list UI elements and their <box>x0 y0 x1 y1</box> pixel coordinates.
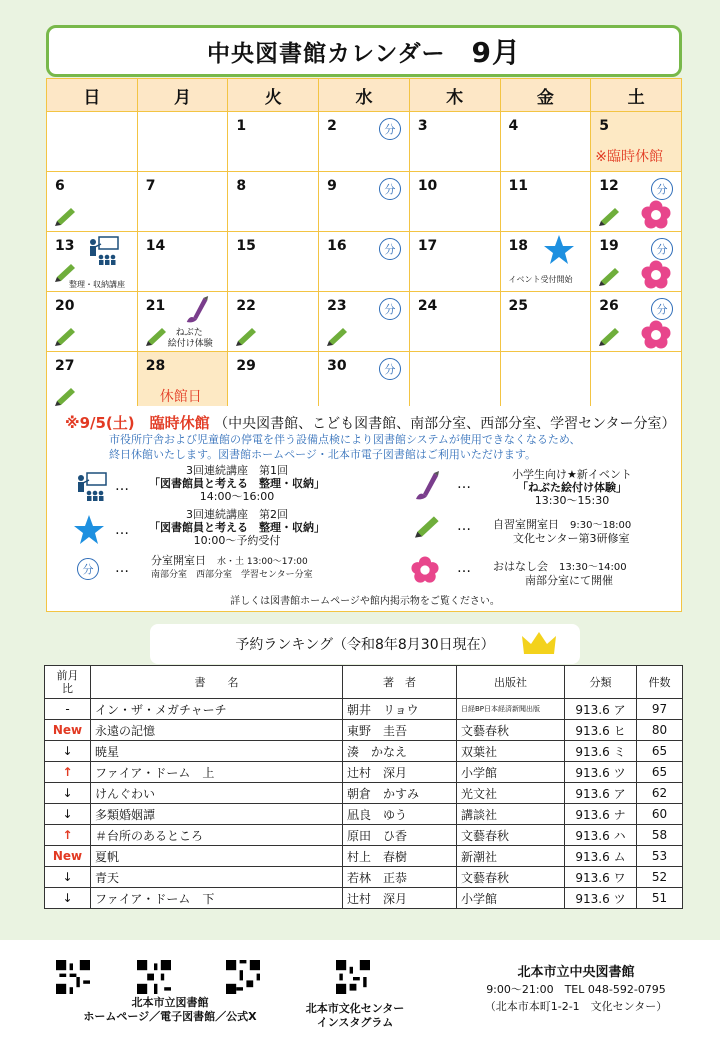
brush-icon <box>413 470 441 500</box>
closure-notice <box>65 412 676 433</box>
flower-icon <box>641 260 671 290</box>
closed-day-note: 休館日 <box>159 389 202 405</box>
table-row: ↓ 青天 若林 正恭 文藝春秋 913.6 ワ 52 <box>45 867 683 888</box>
day-cell-2: 2 分 <box>319 112 410 172</box>
day-cell-19: 19 分 <box>591 232 682 292</box>
calendar-grid <box>46 78 682 412</box>
legend-dots: … <box>457 518 473 534</box>
legend-dots: … <box>115 560 131 576</box>
day-cell-8: 8 <box>228 172 319 232</box>
day-cell-23: 23 分 <box>319 292 410 352</box>
qr-code-homepage[interactable] <box>56 960 90 994</box>
legend-lecture-2: 3回連続講座 第2回 「図書館員と考える 整理・収納」 10:00～予約受付 <box>149 508 325 547</box>
day-cell-6: 6 <box>47 172 138 232</box>
weekday-mon: 月 <box>137 79 228 112</box>
flower-icon <box>641 200 671 230</box>
lecture-icon <box>87 236 119 266</box>
qr-code-e-library[interactable] <box>137 960 171 994</box>
weekday-thu: 木 <box>409 79 500 112</box>
qr-caption-library: 北本市立図書館 ホームページ／電子図書館／公式X <box>83 996 257 1023</box>
day-cell-5: 5 ※臨時休館 <box>591 112 682 172</box>
table-row: ↓ けんぐわい 朝倉 かすみ 光文社 913.6 ア 62 <box>45 783 683 804</box>
pencil-icon <box>146 328 168 346</box>
qr-code-instagram[interactable] <box>336 960 370 994</box>
table-row: ↓ ファイア・ドーム 下 辻村 深月 小学館 913.6 ツ 51 <box>45 888 683 909</box>
branch-open-icon: 分 <box>651 298 673 320</box>
day-cell-9: 9 分 <box>319 172 410 232</box>
branch-open-icon: 分 <box>651 238 673 260</box>
info-panel <box>46 406 682 612</box>
branch-open-icon: 分 <box>651 178 673 200</box>
library-hours: 9:00～21:00 TEL 048-592-0795 <box>486 983 666 996</box>
table-row: - イン・ザ・メガチャーチ 朝井 リョウ 日経BP日本経済新聞出版 913.6 ア 97 <box>45 699 683 720</box>
day-cell-14: 14 <box>137 232 228 292</box>
day-cell-empty <box>47 112 138 172</box>
day-cell-24: 24 <box>409 292 500 352</box>
day-cell-28: 28 休館日 <box>137 352 228 412</box>
nebuta-note-1: ねぶた <box>175 328 203 338</box>
weekday-sat: 土 <box>591 79 682 112</box>
branch-open-icon: 分 <box>77 558 99 580</box>
weekday-wed: 水 <box>319 79 410 112</box>
brush-icon <box>184 294 210 324</box>
day-cell-4: 4 <box>500 112 591 172</box>
weekday-sun: 日 <box>47 79 138 112</box>
table-row: New 夏帆 村上 春樹 新潮社 913.6 ム 53 <box>45 846 683 867</box>
branch-open-icon: 分 <box>379 178 401 200</box>
branch-open-icon: 分 <box>379 118 401 140</box>
day-cell-25: 25 <box>500 292 591 352</box>
closure-branches: （中央図書館、こども図書館、南部分室、西部分室、学習センター分室） <box>214 416 676 432</box>
legend-storytime: おはなし会 13:30～14:00 南部分室にて開催 <box>493 560 627 587</box>
table-row: New 永遠の記憶 東野 圭吾 文藝春秋 913.6 ヒ 80 <box>45 720 683 741</box>
legend-lecture-1: 3回連続講座 第1回 「図書館員と考える 整理・収納」 14:00～16:00 <box>149 464 325 503</box>
legend-study-room: 自習室開室日 9:30～18:00 文化センター第3研修室 <box>493 518 632 545</box>
pencil-icon <box>55 328 77 346</box>
star-icon <box>543 234 575 266</box>
day-cell-30: 30 分 <box>319 352 410 412</box>
table-row: ↑ ＃台所のあるところ 原田 ひ香 文藝春秋 913.6 ハ 58 <box>45 825 683 846</box>
legend-dots: … <box>457 476 473 492</box>
pencil-icon <box>236 328 258 346</box>
qr-code-official-x[interactable] <box>226 960 260 994</box>
crown-icon <box>522 630 556 656</box>
pencil-icon <box>327 328 349 346</box>
col-count: 件数 <box>637 666 683 699</box>
day-cell-1: 1 <box>228 112 319 172</box>
ranking-title: 予約ランキング（令和8年8月30日現在） <box>150 624 580 664</box>
pencil-icon <box>599 208 621 226</box>
table-row: ↓ 多類婚姻譚 凪良 ゆう 講談社 913.6 ナ 60 <box>45 804 683 825</box>
title-month: 9月 <box>471 36 521 69</box>
closure-reason: 市役所庁舎および児童館の停電を伴う設備点検により図書館システムが使用できなくなるため、 終日休館いたします。図書館ホームページ・北本市電子図書館はご利用いただけます。 <box>109 433 581 461</box>
day-cell-13: 13 整理・収納講座 <box>47 232 138 292</box>
lecture-icon <box>75 472 107 502</box>
day-cell-20: 20 <box>47 292 138 352</box>
day-cell-11: 11 <box>500 172 591 232</box>
legend-dots: … <box>115 522 131 538</box>
day-cell-29: 29 <box>228 352 319 412</box>
ranking-header <box>45 666 683 699</box>
col-title: 書 名 <box>91 666 343 699</box>
branch-open-icon: 分 <box>379 358 401 380</box>
flower-icon <box>411 556 439 584</box>
branch-open-icon: 分 <box>379 298 401 320</box>
col-publisher: 出版社 <box>457 666 565 699</box>
library-name: 北本市立中央図書館 <box>517 965 635 980</box>
day-cell-empty <box>591 352 682 412</box>
day-cell-empty <box>500 352 591 412</box>
col-author: 著 者 <box>343 666 457 699</box>
weekday-fri: 金 <box>500 79 591 112</box>
col-class: 分類 <box>565 666 637 699</box>
day-cell-17: 17 <box>409 232 500 292</box>
library-info <box>446 964 706 1015</box>
pencil-icon <box>599 268 621 286</box>
legend-branch-open: 分室開室日 水・土 13:00～17:00 南部分室 西部分室 学習センター分室 <box>151 554 313 580</box>
pencil-icon <box>55 208 77 226</box>
title-text: 中央図書館カレンダー <box>207 40 446 67</box>
table-row: ↑ ファイア・ドーム 上 辻村 深月 小学館 913.6 ツ 65 <box>45 762 683 783</box>
pencil-icon <box>599 328 621 346</box>
day-cell-empty <box>137 112 228 172</box>
day-cell-16: 16 分 <box>319 232 410 292</box>
day-cell-18: 18 イベント受付開始 <box>500 232 591 292</box>
temporary-closure-note: ※臨時休館 <box>595 149 663 165</box>
library-address: （北本市本町1-2-1 文化センター） <box>484 1000 668 1013</box>
day-cell-3: 3 <box>409 112 500 172</box>
day-cell-27: 27 <box>47 352 138 412</box>
page-title <box>46 25 682 77</box>
nebuta-note-2: 絵付け体験 <box>167 339 213 349</box>
weekday-header <box>47 79 682 112</box>
star-icon <box>73 514 105 546</box>
lecture-note: 整理・収納講座 <box>69 280 125 289</box>
day-cell-21: 21 ねぶた 絵付け体験 <box>137 292 228 352</box>
day-cell-10: 10 <box>409 172 500 232</box>
col-prev: 前月 比 <box>45 666 91 699</box>
weekday-tue: 火 <box>228 79 319 112</box>
closure-title: ※9/5(土) 臨時休館 <box>65 414 210 432</box>
flower-icon <box>641 320 671 350</box>
info-footer: 詳しくは図書館ホームページや館内掲示物をご覧ください。 <box>230 596 500 607</box>
legend-dots: … <box>115 478 131 494</box>
day-cell-22: 22 <box>228 292 319 352</box>
legend-dots: … <box>457 560 473 576</box>
pencil-icon <box>55 388 77 406</box>
day-cell-15: 15 <box>228 232 319 292</box>
pencil-icon <box>415 516 441 538</box>
branch-open-icon: 分 <box>379 238 401 260</box>
legend-nebuta: 小学生向け★新イベント 「ねぶた絵付け体験」 13:30～15:30 <box>512 468 632 507</box>
table-row: ↓ 暁星 湊 かなえ 双葉社 913.6 ミ 65 <box>45 741 683 762</box>
qr-caption-culture-center: 北本市文化センター インスタグラム <box>305 1002 405 1029</box>
day-cell-12: 12 分 <box>591 172 682 232</box>
day-cell-7: 7 <box>137 172 228 232</box>
day-cell-26: 26 分 <box>591 292 682 352</box>
event-reception-note: イベント受付開始 <box>508 275 573 284</box>
day-cell-empty <box>409 352 500 412</box>
ranking-table <box>44 665 683 909</box>
